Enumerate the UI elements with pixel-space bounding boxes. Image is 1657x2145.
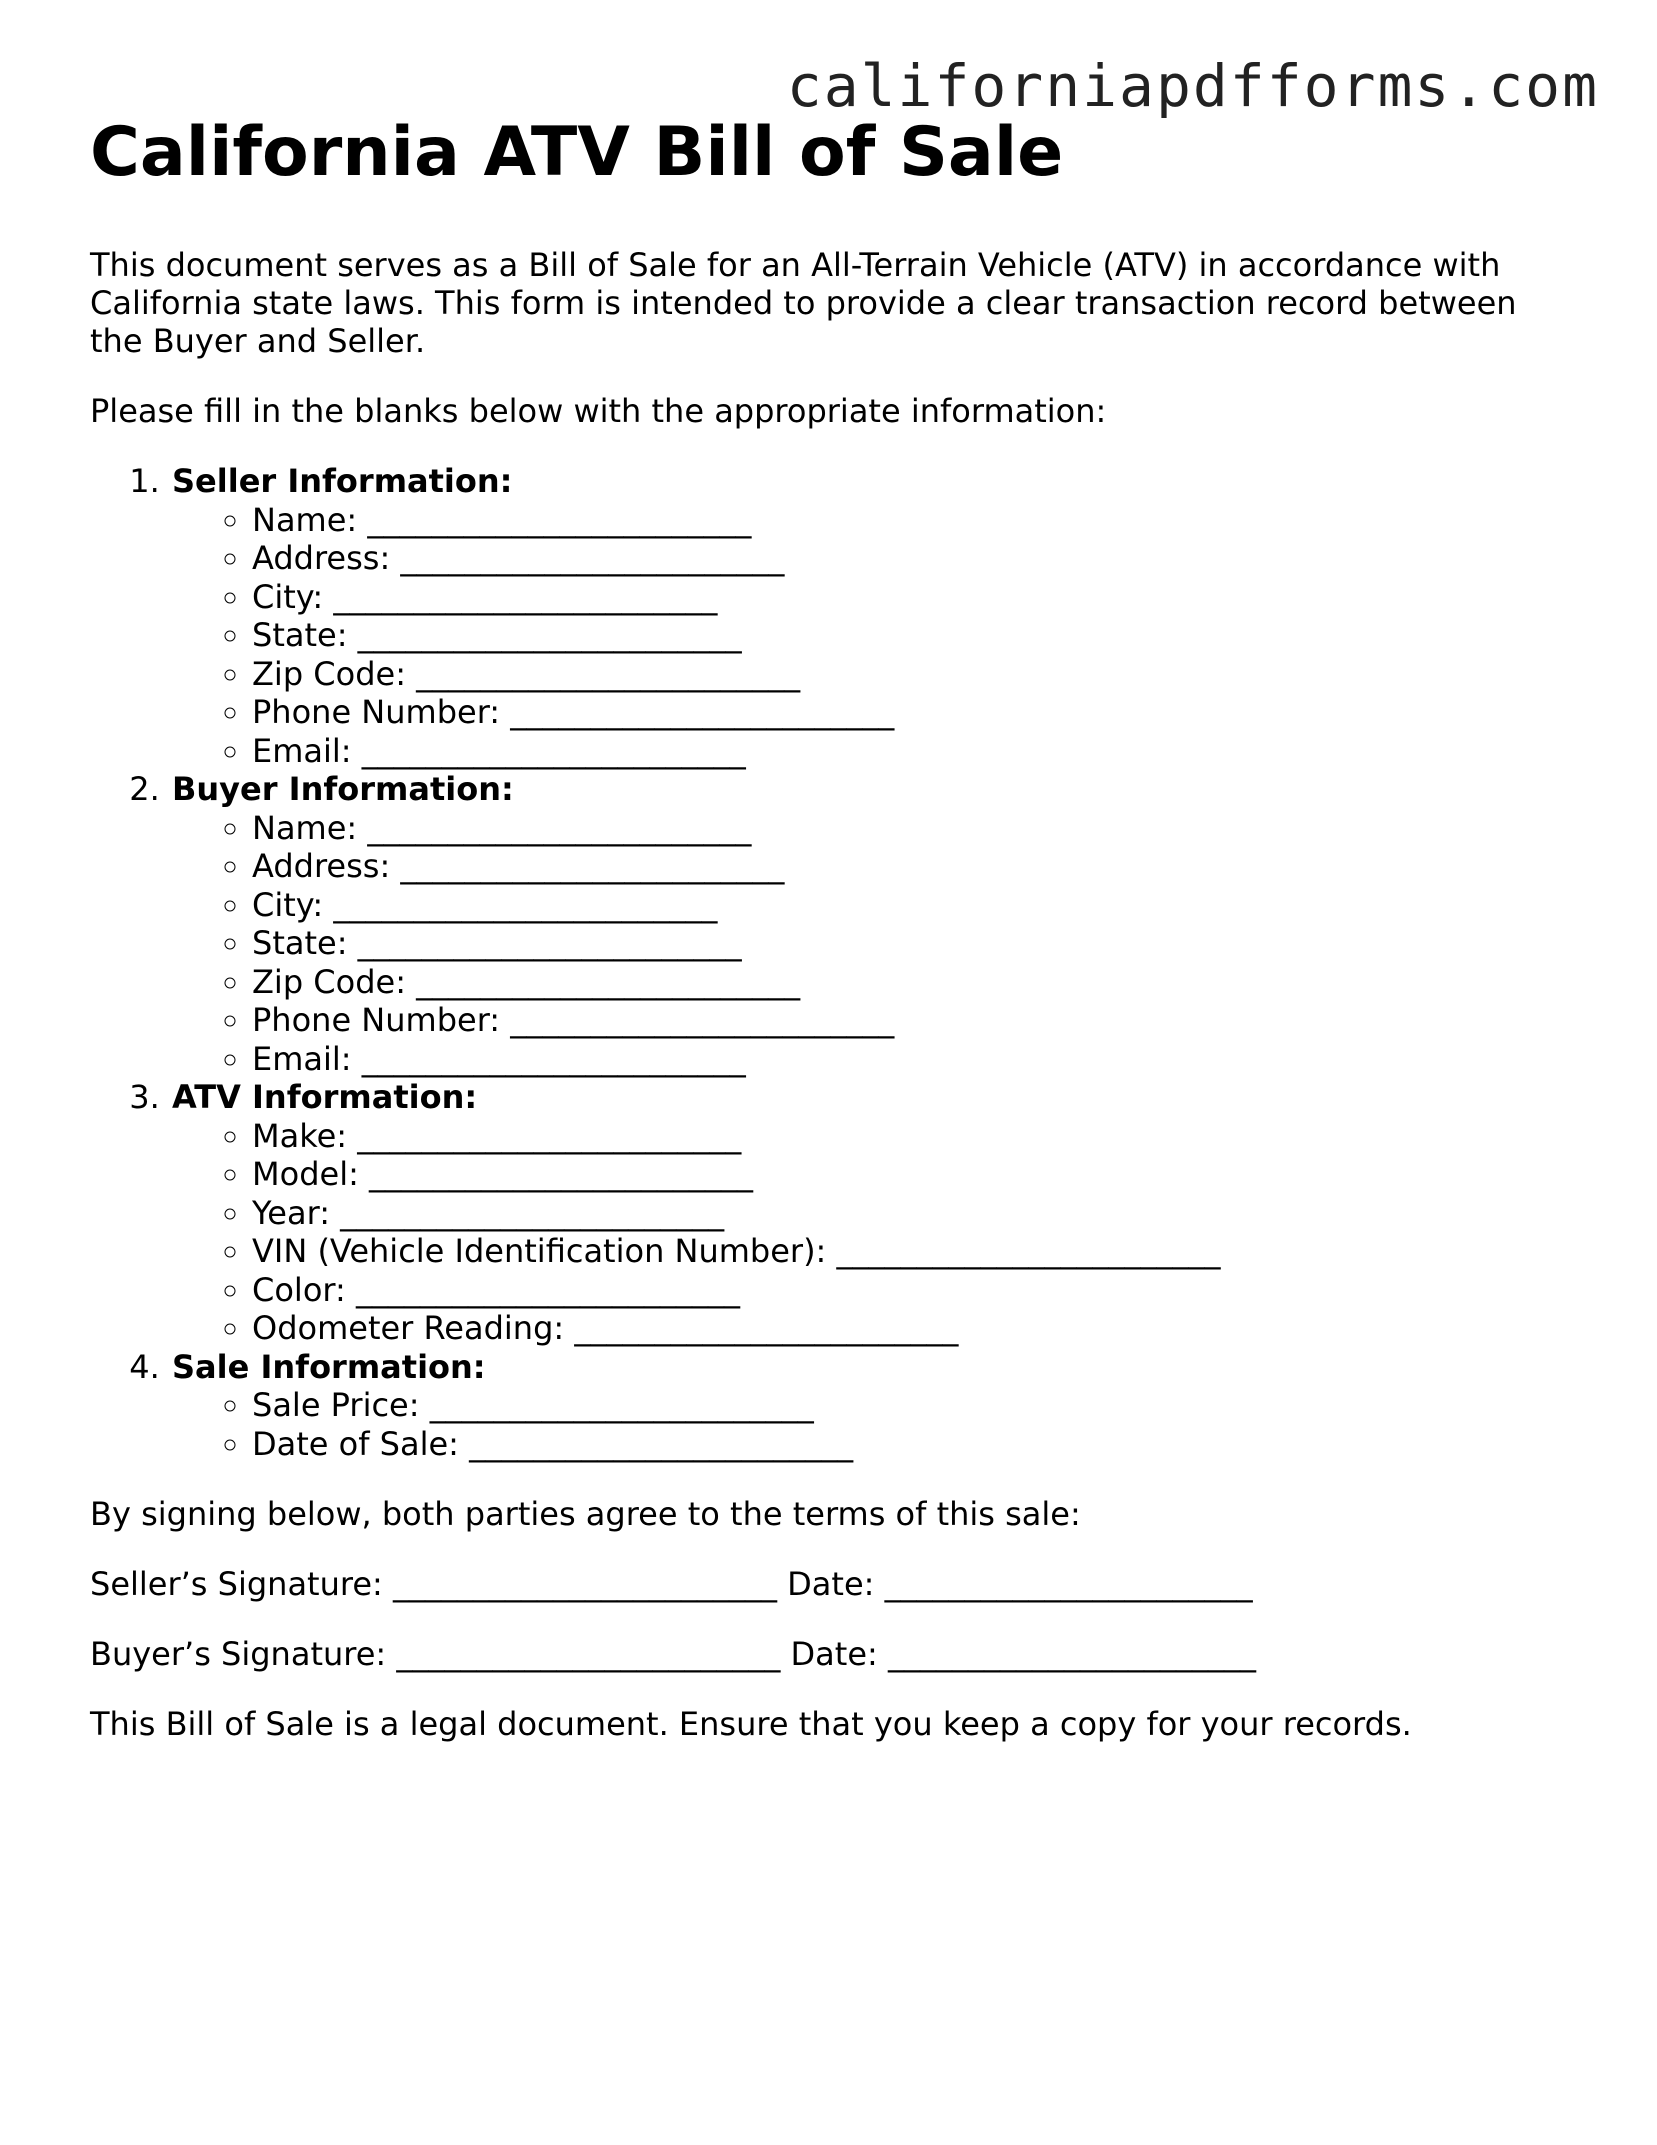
watermark: californiapdfforms.com — [786, 52, 1599, 120]
seller-address-field[interactable]: ◦ Address: ________________________ — [252, 539, 1570, 578]
atv-odometer-field[interactable]: ◦ Odometer Reading: ________________________ — [252, 1309, 1570, 1348]
section-title: ATV Information: — [172, 1078, 478, 1116]
seller-signature-line[interactable]: Seller’s Signature: ________________________ Date: _______________________ — [90, 1565, 1253, 1603]
intro-paragraph: This document serves as a Bill of Sale for an All-Terrain Vehicle (ATV) in accordance with California state laws. This form is intended to provide a clear transaction record between the Buyer and Seller. — [90, 246, 1517, 360]
document-page — [90, 112, 1570, 1743]
seller-state-field[interactable]: ◦ State: ________________________ — [252, 616, 1570, 655]
section-atv — [170, 1078, 1570, 1348]
section-title: Buyer Information: — [172, 770, 514, 808]
seller-name-field[interactable]: ◦ Name: ________________________ — [252, 501, 1570, 540]
seller-phone-field[interactable]: ◦ Phone Number: ________________________ — [252, 693, 1570, 732]
atv-make-field[interactable]: ◦ Make: ________________________ — [252, 1117, 1570, 1156]
sale-fields — [172, 1386, 1570, 1463]
section-sale — [170, 1348, 1570, 1464]
buyer-city-field[interactable]: ◦ City: ________________________ — [252, 886, 1570, 925]
section-title: Seller Information: — [172, 462, 513, 500]
buyer-state-field[interactable]: ◦ State: ________________________ — [252, 924, 1570, 963]
seller-city-field[interactable]: ◦ City: ________________________ — [252, 578, 1570, 617]
seller-email-field[interactable]: ◦ Email: ________________________ — [252, 732, 1570, 771]
section-seller — [170, 462, 1570, 770]
buyer-signature-line[interactable]: Buyer’s Signature: ________________________ Date: _______________________ — [90, 1635, 1256, 1673]
atv-color-field[interactable]: ◦ Color: ________________________ — [252, 1271, 1570, 1310]
sale-date-field[interactable]: ◦ Date of Sale: ________________________ — [252, 1425, 1570, 1464]
seller-fields — [172, 501, 1570, 771]
buyer-phone-field[interactable]: ◦ Phone Number: ________________________ — [252, 1001, 1570, 1040]
agreement-statement: By signing below, both parties agree to the terms of this sale: — [90, 1495, 1081, 1533]
buyer-name-field[interactable]: ◦ Name: ________________________ — [252, 809, 1570, 848]
atv-year-field[interactable]: ◦ Year: ________________________ — [252, 1194, 1570, 1233]
footer-note: This Bill of Sale is a legal document. Ensure that you keep a copy for your records. — [90, 1705, 1412, 1743]
buyer-address-field[interactable]: ◦ Address: ________________________ — [252, 847, 1570, 886]
buyer-zip-field[interactable]: ◦ Zip Code: ________________________ — [252, 963, 1570, 1002]
buyer-fields — [172, 809, 1570, 1079]
seller-zip-field[interactable]: ◦ Zip Code: ________________________ — [252, 655, 1570, 694]
section-buyer — [170, 770, 1570, 1078]
form-sections — [90, 462, 1570, 1463]
buyer-email-field[interactable]: ◦ Email: ________________________ — [252, 1040, 1570, 1079]
page-title: California ATV Bill of Sale — [90, 113, 1064, 192]
instructions-paragraph: Please fill in the blanks below with the appropriate information: — [90, 392, 1107, 430]
section-title: Sale Information: — [172, 1347, 486, 1386]
atv-model-field[interactable]: ◦ Model: ________________________ — [252, 1155, 1570, 1194]
atv-vin-field[interactable]: ◦ VIN (Vehicle Identification Number): ________________________ — [252, 1232, 1570, 1271]
sale-price-field[interactable]: ◦ Sale Price: ________________________ — [252, 1386, 1570, 1425]
atv-fields — [172, 1117, 1570, 1348]
